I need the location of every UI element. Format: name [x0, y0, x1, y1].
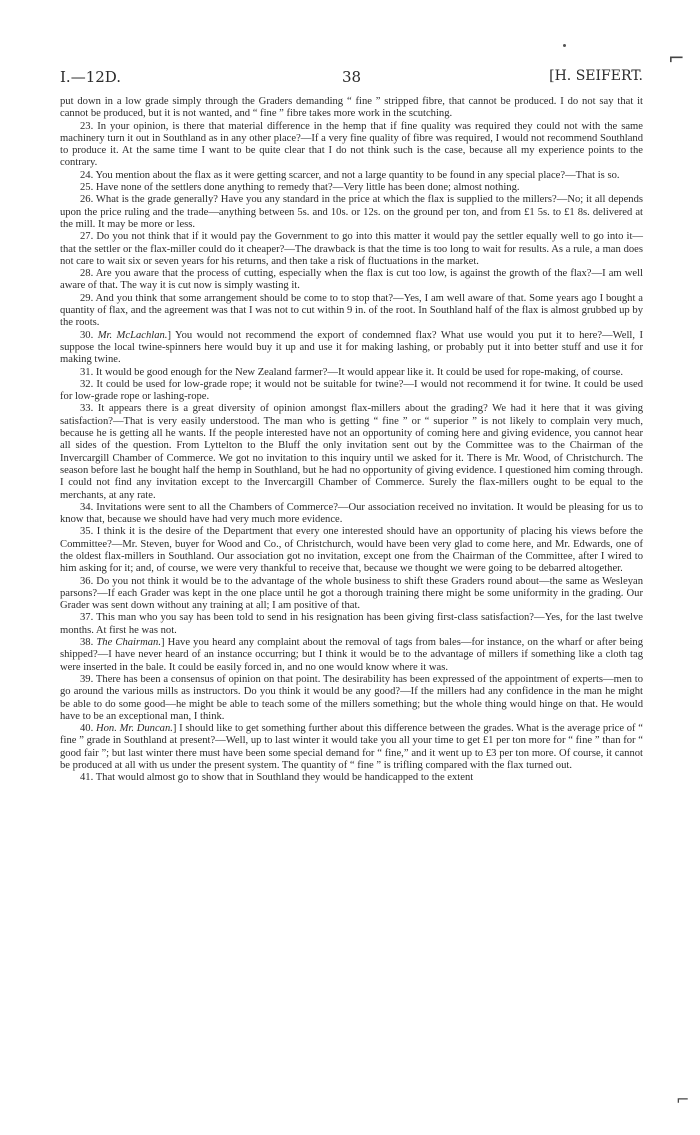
speaker-name: Mr. McLachlan.	[97, 329, 168, 341]
paragraph: 40. Hon. Mr. Duncan.] I should like to get something further about this difference between the grades. What is the average price of “ fine ” grade in Southland at present?—Well, up to last winter it would take you all your time to get £1 per ton more for “ fine ” than for “ good fair ”; but last winter there must have been some special demand for “ fine,” and it went up to £3 per ton more. Of course, it cannot be produced at all with us under the present system. The quantity of “ fine ” is trifling compared with the flax turned out.	[60, 723, 643, 772]
paragraph: 30. Mr. McLachlan.] You would not recommend the export of condemned flax? What use would you put it to here?—Well, I suppose the local twine-spinners here would buy it up and use it for making lashing, or probably put it into better stuff and use it for making twine.	[60, 329, 643, 366]
speaker-name: Hon. Mr. Duncan.	[95, 723, 173, 735]
paragraph: 29. And you think that some arrangement should be come to to stop that?—Yes, I am well aware of that. Some years ago I bought a quantity of flax, and the agreement was that I was not to cut within 9 in. of the root. In Southland half of the flax is almost grubbed up by the roots.	[60, 292, 643, 329]
paragraph: 41. That would almost go to show that in Southland they would be handicapped to the extent	[80, 772, 474, 784]
paragraph: put down in a low grade simply through the Graders demanding “ fine ” stripped fibre, that cannot be produced. I do not say that it cannot be produced, but it is not wanted, and “ fine ” fibre takes more work in the scutching.	[60, 96, 643, 120]
speaker-name: The Chairman.	[96, 637, 162, 649]
page-body	[60, 96, 643, 785]
paragraph: 33. It appears there is a great diversity of opinion amongst flax-millers about the grading? We had it here that it was giving satisfaction?—That is very easily understood. The man who is getting “ fine ” or “ superior ” is not likely to complain very much, because he is getting all he wants. If the people interested have not an opportunity of coming here and giving evidence, you cannot hear all sides of the question. From Lyttelton to the Bluff the only invitation sent out by the Committee was to the Chairman of the Invercargill Chamber of Commerce. We got no invitation to this inquiry until we asked for it. There is Mr. Wood, of Christchurch. The season before last he bought half the hemp in Southland, but he had no opportunity of giving evidence. I questioned him coming through. I could not find any invitation except to the Invercargill Chamber of Commerce. Surely the flax-millers ought to be equal to the merchants, at any rate.	[60, 403, 643, 501]
page-header	[60, 68, 643, 90]
paragraph: 34. Invitations were sent to all the Chambers of Commerce?—Our association received no invitation. It would be pleasing for us to know that, because we should have had very much more evidence.	[60, 501, 643, 526]
paragraph: 31. It would be good enough for the New Zealand farmer?—It would appear like it. It could be used for rope-making, of course.	[80, 366, 624, 378]
paragraph: 23. In your opinion, is there that material difference in the hemp that if fine quality was required they could not with the same machinery turn it out in Southland as in any other place?—If a very fine quality of fibre was required, I would not recommend Southland to produce it. At the same time I want to be quite clear that I do not think such is the case, because all my experience points to the contrary.	[60, 120, 643, 169]
paragraph: 24. You mention about the flax as it were getting scarcer, and not a large quantity to be found in any special place?—That is so.	[80, 169, 620, 181]
margin-mark: ⌐	[668, 46, 685, 70]
paragraph: 39. There has been a consensus of opinion on that point. The desirability has been expressed of the appointment of experts—men to go around the various mills as instructors. Do you think it would be any good?—If the millers had any confidence in the man he might be able to do some good—he might be able to teach some of the millers something; but the whole thing would hinge on that. He would have to be an exceptional man, I think.	[60, 673, 643, 722]
paragraph: 38. The Chairman.] Have you heard any complaint about the removal of tags from bales—for instance, on the wharf or after being shipped?—I have never heard of an instance occurring; but I think it would be to the advantage of millers if something like a cloth tag were inserted in the bale. It could be easily forced in, and no one would know where it was.	[60, 637, 643, 673]
paragraph: 32. It could be used for low-grade rope; it would not be suitable for twine?—I would not recommend it for twine. It could be used for low-grade rope or lashing-rope.	[60, 378, 643, 403]
document-reference: I.—12D.	[60, 68, 122, 86]
paragraph: 26. What is the grade generally? Have you any standard in the price at which the flax is supplied to the millers?—No; it all depends upon the price ruling and the trade—anything between 5s. and 10s. or 12s. on the ground per ton, and from £1 5s. to £1 8s. delivered at the mill. It may be more or less.	[60, 194, 643, 230]
paragraph: 35. I think it is the desire of the Department that every one interested should have an opportunity of placing his views before the Committee?—Mr. Steven, buyer for Wood and Co., of Christchurch, would have been very glad to come here, and Mr. Edwards, one of the oldest flax-millers in Southland. Our association got no invitation, except one from the Chairman of the Committee, after I wired to him asking for it; and, of course, we were very thankful to receive that, because we thought we were going to be debarred altogether.	[60, 526, 643, 575]
paragraph: 36. Do you not think it would be to the advantage of the whole business to shift these Graders round about—the same as Wesleyan parsons?—If each Grader was kept in the one place until he got a thorough training there might be some uniformity in the grading. Our Grader was sent down without any training at all; I am positive of that.	[60, 575, 643, 612]
page-number: 38	[341, 68, 362, 86]
paragraph: 37. This man who you say has been told to send in his resignation has been giving first-class satisfaction?—Yes, for the last twelve months. At first he was not.	[60, 612, 643, 636]
paragraph: 28. Are you aware that the process of cutting, especially when the flax is cut too low, is against the growth of the flax?—I am well aware of that. The way it is cut now is simply wasting it.	[60, 268, 643, 292]
paragraph: 27. Do you not think that if it would pay the Government to go into this matter it would pay the settler equally well to go into it—that the settler or the flax-miller could do it cheaper?—The drawback is that the time is too long to wait for results. As a rule, a man does not care to wait six or seven years for his returns, and then take a risk of fluctuations in the market.	[60, 231, 643, 267]
ink-dot	[563, 44, 566, 47]
witness-name: [H. SEIFERT.	[549, 68, 643, 84]
margin-mark: ⌐	[676, 1090, 690, 1109]
paragraph: 25. Have none of the settlers done anything to remedy that?—Very little has been done; almost nothing.	[80, 182, 520, 194]
